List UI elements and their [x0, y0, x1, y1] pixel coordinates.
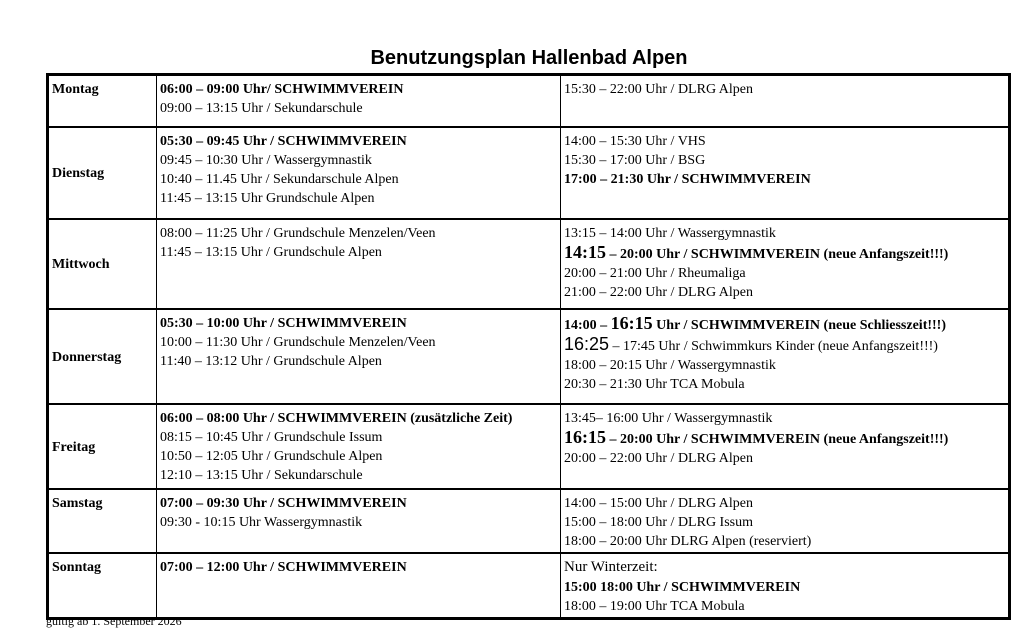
- slot: 09:45 – 10:30 Uhr / Wassergymnastik: [160, 152, 372, 168]
- slots-left-freitag: [157, 404, 561, 489]
- slot: 11:45 – 13:15 Uhr Grundschule Alpen: [160, 191, 375, 207]
- table-row-montag: [48, 75, 1010, 127]
- slots-right-donnerstag: [561, 309, 1010, 404]
- slot-end-time: 16:15: [610, 312, 653, 333]
- slots-right-mittwoch: [561, 219, 1010, 309]
- slot: 05:30 – 09:45 Uhr / SCHWIMMVEREIN: [160, 133, 407, 149]
- slots-left-samstag: [157, 489, 561, 554]
- slot-highlight: [564, 243, 1006, 264]
- table-row-dienstag: [48, 127, 1010, 219]
- day-label-sonntag: Sonntag: [48, 553, 157, 618]
- slot: 06:00 – 08:00 Uhr / SCHWIMMVEREIN (zusätzliche Zeit): [160, 410, 513, 426]
- slot-highlight: [564, 428, 1006, 449]
- slot: 20:00 – 21:00 Uhr / Rheumaliga: [564, 266, 746, 282]
- slot-start-time: 14:15: [564, 241, 606, 262]
- slot: 11:45 – 13:15 Uhr / Grundschule Alpen: [160, 244, 382, 260]
- slot: 08:00 – 11:25 Uhr / Grundschule Menzelen/Veen: [160, 225, 436, 241]
- slots-right-montag: [561, 75, 1010, 127]
- slots-right-dienstag: [561, 127, 1010, 219]
- schedule-table: [46, 73, 1011, 620]
- slot-note: Nur Winterzeit:: [564, 559, 658, 576]
- slot-rest: – 20:00 Uhr / SCHWIMMVEREIN (neue Anfangszeit!!!): [606, 431, 949, 447]
- day-label-donnerstag: Donnerstag: [48, 309, 157, 404]
- slots-left-dienstag: [157, 127, 561, 219]
- slot: 10:00 – 11:30 Uhr / Grundschule Menzelen/Veen: [160, 334, 436, 350]
- slot-rest: – 17:45 Uhr / Schwimmkurs Kinder (neue Anfangszeit!!!): [609, 338, 938, 354]
- slot: 18:00 – 19:00 Uhr TCA Mobula: [564, 598, 745, 614]
- slot: 15:00 18:00 Uhr / SCHWIMMVEREIN: [564, 579, 801, 595]
- slot: 15:30 – 22:00 Uhr / DLRG Alpen: [564, 82, 753, 97]
- slot-start-time: 14:00 –: [564, 317, 611, 333]
- slot: 13:45– 16:00 Uhr / Wassergymnastik: [564, 410, 773, 426]
- slot: 20:30 – 21:30 Uhr TCA Mobula: [564, 377, 745, 393]
- day-label-freitag: Freitag: [48, 404, 157, 489]
- table-row-freitag: [48, 404, 1010, 489]
- slot: 20:00 – 22:00 Uhr / DLRG Alpen: [564, 451, 753, 467]
- slot-rest: – 20:00 Uhr / SCHWIMMVEREIN (neue Anfangszeit!!!): [606, 246, 949, 262]
- slot-rest: Uhr / SCHWIMMVEREIN (neue Schliesszeit!!!): [652, 317, 947, 333]
- slots-left-sonntag: [157, 553, 561, 618]
- slot: 15:00 – 18:00 Uhr / DLRG Issum: [564, 514, 753, 530]
- slot: 17:00 – 21:30 Uhr / SCHWIMMVEREIN: [564, 172, 811, 188]
- page-title: Benutzungsplan Hallenbad Alpen: [370, 47, 688, 69]
- day-label-mittwoch: Mittwoch: [48, 219, 157, 309]
- slot-start-time: 16:25: [564, 333, 610, 354]
- slot: 10:40 – 11.45 Uhr / Sekundarschule Alpen: [160, 172, 399, 188]
- slots-right-sonntag: [561, 553, 1010, 618]
- slot: 07:00 – 09:30 Uhr / SCHWIMMVEREIN: [160, 495, 407, 511]
- slot: 13:15 – 14:00 Uhr / Wassergymnastik: [564, 225, 776, 241]
- slot: 11:40 – 13:12 Uhr / Grundschule Alpen: [160, 354, 382, 370]
- slot-highlight: [564, 335, 1006, 356]
- table-row-mittwoch: [48, 219, 1010, 309]
- slot: 05:30 – 10:00 Uhr / SCHWIMMVEREIN: [160, 315, 407, 331]
- slots-left-montag: [157, 75, 561, 127]
- validity-note: gültig ab 1. September 2026: [46, 614, 182, 628]
- slot: 14:00 – 15:00 Uhr / DLRG Alpen: [564, 495, 753, 511]
- slot: 10:50 – 12:05 Uhr / Grundschule Alpen: [160, 449, 383, 465]
- slot: 06:00 – 09:00 Uhr/ SCHWIMMVEREIN: [160, 82, 404, 97]
- day-label-montag: Montag: [48, 75, 157, 127]
- slots-right-freitag: [561, 404, 1010, 489]
- slot: 09:00 – 13:15 Uhr / Sekundarschule: [160, 101, 363, 117]
- slot-highlight: [564, 314, 1006, 335]
- slot: 15:30 – 17:00 Uhr / BSG: [564, 152, 706, 168]
- day-label-dienstag: Dienstag: [48, 127, 157, 219]
- slot: 21:00 – 22:00 Uhr / DLRG Alpen: [564, 285, 753, 301]
- slots-right-samstag: [561, 489, 1010, 554]
- slot: 18:00 – 20:15 Uhr / Wassergymnastik: [564, 358, 776, 374]
- slot-start-time: 16:15: [564, 426, 606, 447]
- slot: 14:00 – 15:30 Uhr / VHS: [564, 133, 706, 149]
- slot: 09:30 - 10:15 Uhr Wassergymnastik: [160, 514, 363, 530]
- slots-left-mittwoch: [157, 219, 561, 309]
- slot: 18:00 – 20:00 Uhr DLRG Alpen (reserviert): [564, 534, 812, 550]
- table-row-donnerstag: [48, 309, 1010, 404]
- table-row-samstag: [48, 489, 1010, 554]
- slot: 08:15 – 10:45 Uhr / Grundschule Issum: [160, 429, 383, 445]
- slots-left-donnerstag: [157, 309, 561, 404]
- day-label-samstag: Samstag: [48, 489, 157, 554]
- slot: 12:10 – 13:15 Uhr / Sekundarschule: [160, 468, 363, 484]
- table-row-sonntag: [48, 553, 1010, 618]
- slot: 07:00 – 12:00 Uhr / SCHWIMMVEREIN: [160, 560, 407, 576]
